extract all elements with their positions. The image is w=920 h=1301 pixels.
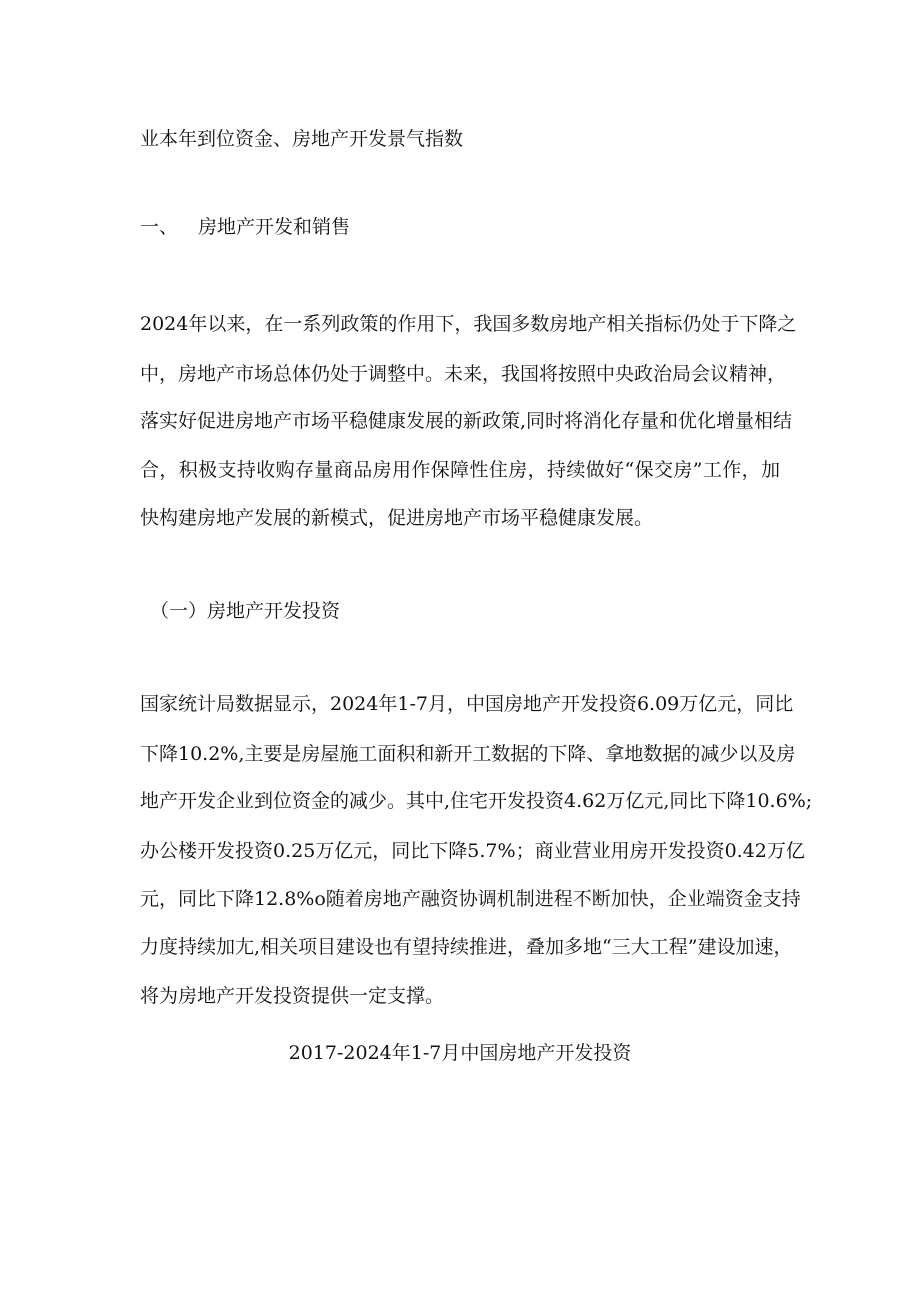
paragraph-line: 将为房地产开发投资提供一定支撑。 [140,985,445,1007]
paragraph-line: 2024年以来，在一系列政策的作用下，我国多数房地产相关指标仍处于下降之 [140,313,797,335]
paragraph-line: 中，房地产市场总体仍处于调整中。未来，我国将按照中央政治局会议精神， [140,363,787,385]
paragraph-line: 合，积极支持收购存量商品房用作保障性住房，持续做好“保交房”工作，加 [140,459,780,481]
paragraph-line: 元，同比下降12.8%o随着房地产融资协调机制进程不断加快，企业端资金支持 [140,888,801,910]
paragraph-line: 办公楼开发投资0.25万亿元，同比下降5.7%；商业营业用房开发投资0.42万亿 [140,840,805,862]
paragraph-line: 下降10.2%,主要是房屋施工面积和新开工数据的下降、拿地数据的减少以及房 [140,743,796,765]
paragraph-line: 快构建房地产发展的新模式，促进房地产市场平稳健康发展。 [140,507,654,529]
section-title: 房地产开发和销售 [198,216,351,238]
section-number: 一、 [140,216,179,238]
subsection-title: （一）房地产开发投资 [150,600,341,622]
figure-caption: 2017-2024年1-7月中国房地产开发投资 [288,1042,632,1064]
top-line-text: 业本年到位资金、房地产开发景气指数 [140,128,464,150]
paragraph-line: 力度持续加尢,相关项目建设也有望持续推进，叠加多地“三大工程”建设加速， [140,936,793,958]
paragraph-line: 落实好促进房地产市场平稳健康发展的新政策,同时将消化存量和优化增量相结 [140,410,793,432]
paragraph-line: 国家统计局数据显示，2024年1-7月，中国房地产开发投资6.09万亿元，同比 [140,693,794,715]
paragraph-line: 地产开发企业到位资金的减少。其中,住宅开发投资4.62万亿元,同比下降10.6%; [140,790,813,812]
